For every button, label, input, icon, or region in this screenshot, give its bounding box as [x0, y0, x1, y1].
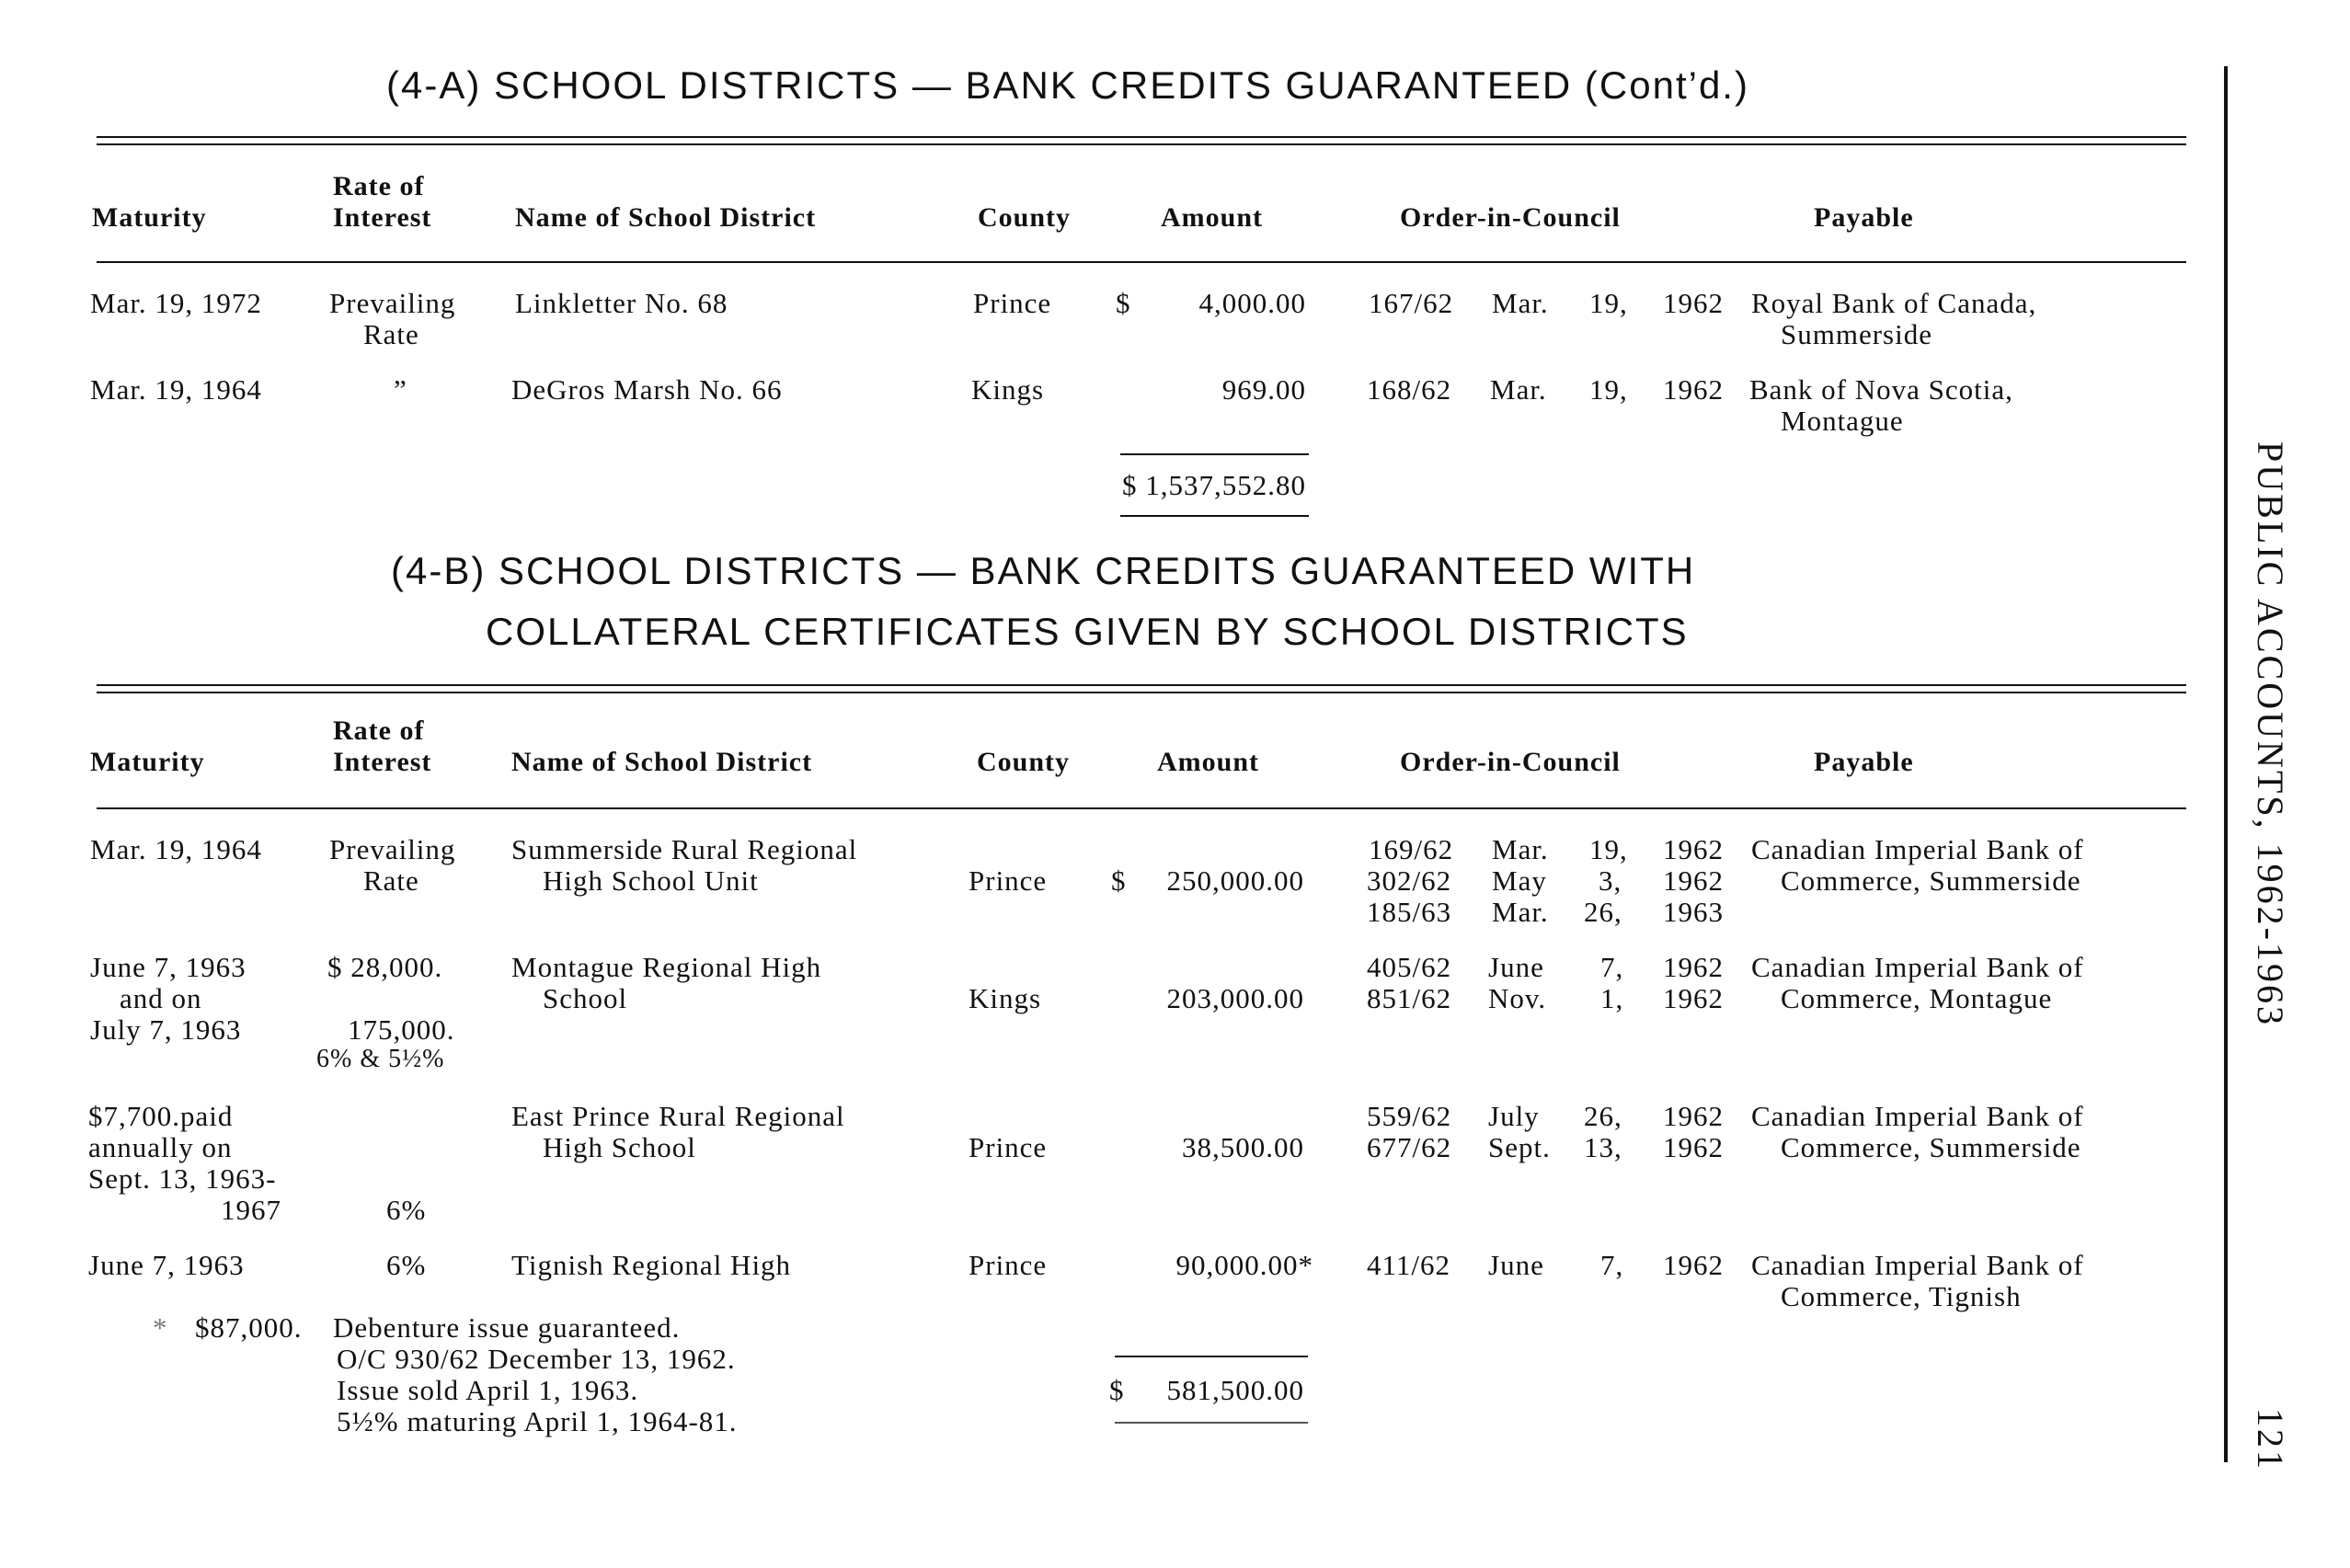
row-county: Prince — [969, 1131, 1048, 1163]
oic-year: 1962 — [1663, 1100, 1724, 1132]
row-county: Prince — [969, 1249, 1048, 1281]
oic-day: 13, — [1584, 1131, 1622, 1163]
section-a-total-rule-top — [1120, 453, 1309, 455]
oic-month: June — [1488, 1249, 1544, 1281]
oic-month: Nov. — [1488, 982, 1547, 1014]
oic-month: May — [1492, 864, 1547, 897]
row-county: Prince — [969, 864, 1048, 897]
section-a-double-rule-bottom — [97, 143, 2186, 145]
row-maturity: June 7, 1963 — [88, 1249, 245, 1281]
footnote-line: 5½% maturing April 1, 1964-81. — [337, 1405, 738, 1437]
header-amount: Amount — [1157, 747, 1260, 777]
row-rate: ” — [394, 373, 407, 406]
footnote-line: Issue sold April 1, 1963. — [337, 1374, 639, 1406]
row-district-name: Summerside Rural Regional — [511, 833, 858, 865]
oic-month: Mar. — [1492, 896, 1549, 928]
row-district-name: Tignish Regional High — [511, 1249, 792, 1281]
row-amount: 203,000.00 — [1166, 982, 1304, 1014]
section-a-total-rule-bottom — [1120, 515, 1309, 517]
header-name: Name of School District — [515, 202, 817, 233]
header-oic: Order-in-Council — [1400, 202, 1621, 233]
row-rate-cont: Rate — [363, 318, 419, 350]
row-amount: 38,500.00 — [1182, 1131, 1304, 1163]
header-maturity: Maturity — [92, 202, 207, 233]
header-name: Name of School District — [511, 747, 813, 777]
oic-number: 302/62 — [1367, 864, 1452, 897]
header-payable: Payable — [1814, 747, 1914, 777]
oic-year: 1962 — [1663, 982, 1724, 1014]
oic-day: 26, — [1584, 1100, 1622, 1132]
oic-day: 7, — [1600, 951, 1624, 983]
section-b-total-rule-bottom — [1115, 1422, 1308, 1424]
publication-title: PUBLIC ACCOUNTS, 1962-1963 — [2250, 441, 2291, 1027]
section-b-title-line2: COLLATERAL CERTIFICATES GIVEN BY SCHOOL DISTRICTS — [486, 610, 1689, 653]
header-oic: Order-in-Council — [1400, 747, 1621, 777]
oic-number: 411/62 — [1367, 1249, 1450, 1281]
oic-month: Mar. — [1492, 833, 1549, 865]
row-maturity-cont: 1967 — [221, 1194, 281, 1226]
header-payable: Payable — [1814, 202, 1914, 233]
footnote-marker: * — [153, 1311, 168, 1344]
row-maturity-cont: July 7, 1963 — [90, 1013, 242, 1046]
row-dollar-sign: $ — [1111, 864, 1127, 897]
header-county: County — [977, 747, 1071, 777]
footnote-line: Debenture issue guaranteed. — [333, 1311, 681, 1344]
header-rate-line1: Rate of — [333, 715, 425, 746]
oic-number: 677/62 — [1367, 1131, 1452, 1163]
running-header — [2244, 441, 2299, 1471]
oic-number: 405/62 — [1367, 951, 1452, 983]
row-payable-cont: Commerce, Summerside — [1781, 1131, 2081, 1163]
oic-day: 26, — [1584, 896, 1622, 928]
row-district-name-cont: High School — [543, 1131, 696, 1163]
row-oic-month: Mar. — [1492, 287, 1549, 319]
row-county: Kings — [971, 373, 1045, 406]
oic-year: 1962 — [1663, 1249, 1724, 1281]
row-rate: 6% — [386, 1194, 427, 1226]
row-amount: 250,000.00 — [1166, 864, 1304, 897]
row-oic-number: 168/62 — [1367, 373, 1452, 406]
row-amount: 90,000.00* — [1175, 1249, 1313, 1281]
row-oic-month: Mar. — [1490, 373, 1547, 406]
row-district-name: Linkletter No. 68 — [515, 287, 728, 319]
oic-month: July — [1488, 1100, 1540, 1132]
row-payable-cont: Commerce, Montague — [1781, 982, 2053, 1014]
row-oic-number: 167/62 — [1369, 287, 1454, 319]
row-district-name: East Prince Rural Regional — [511, 1100, 845, 1132]
row-district-name-cont: School — [543, 982, 628, 1014]
section-a-header-rule — [97, 261, 2186, 263]
row-amount: 4,000.00 — [1198, 287, 1306, 319]
row-payable-cont: Summerside — [1781, 318, 1932, 350]
row-payable: Canadian Imperial Bank of — [1751, 1249, 2084, 1281]
oic-day: 1, — [1600, 982, 1624, 1014]
row-maturity: Mar. 19, 1972 — [90, 287, 262, 319]
row-district-name-cont: High School Unit — [543, 864, 759, 897]
section-b-double-rule-top — [97, 684, 2186, 686]
row-payable-cont: Commerce, Summerside — [1781, 864, 2081, 897]
row-rate: Prevailing — [329, 287, 456, 319]
row-oic-year: 1962 — [1663, 373, 1724, 406]
row-oic-day: 19, — [1589, 373, 1628, 406]
row-payable: Canadian Imperial Bank of — [1751, 951, 2084, 983]
row-maturity: Mar. 19, 1964 — [90, 373, 262, 406]
row-county: Kings — [969, 982, 1042, 1014]
header-maturity: Maturity — [90, 747, 205, 777]
row-district-name: Montague Regional High — [511, 951, 822, 983]
row-amount: 969.00 — [1221, 373, 1306, 406]
footnote-amount: $87,000. — [195, 1311, 303, 1344]
footnote-line: O/C 930/62 December 13, 1962. — [337, 1343, 736, 1375]
row-rate-cont: 175,000. — [348, 1013, 455, 1046]
page-margin-line — [2224, 66, 2228, 1462]
oic-month: Sept. — [1488, 1131, 1551, 1163]
row-rate-cont: 6% & 5½% — [316, 1045, 445, 1073]
oic-year: 1962 — [1663, 833, 1724, 865]
section-b-header-rule — [97, 807, 2186, 809]
section-b-title-line1: (4-B) SCHOOL DISTRICTS — BANK CREDITS GUARANTEED WITH — [391, 549, 1696, 592]
row-maturity-cont: and on — [120, 982, 202, 1014]
row-maturity-cont: Sept. 13, 1963- — [88, 1162, 277, 1195]
oic-day: 19, — [1589, 833, 1628, 865]
row-dollar-sign: $ — [1116, 287, 1131, 319]
oic-day: 3, — [1599, 864, 1622, 897]
row-rate: Prevailing — [329, 833, 456, 865]
section-b-total-rule-top — [1115, 1356, 1308, 1357]
oic-number: 559/62 — [1367, 1100, 1452, 1132]
row-payable: Canadian Imperial Bank of — [1751, 833, 2084, 865]
oic-year: 1962 — [1663, 864, 1724, 897]
row-payable: Canadian Imperial Bank of — [1751, 1100, 2084, 1132]
row-oic-day: 19, — [1589, 287, 1628, 319]
section-b-double-rule-bottom — [97, 692, 2186, 693]
section-b-total-dollar-sign: $ — [1109, 1374, 1125, 1406]
oic-month: June — [1488, 951, 1544, 983]
row-maturity: June 7, 1963 — [90, 951, 246, 983]
row-rate-cont: Rate — [363, 864, 419, 897]
row-rate: 6% — [386, 1249, 427, 1281]
section-a-title: (4-A) SCHOOL DISTRICTS — BANK CREDITS GUARANTEED (Cont’d.) — [386, 63, 1749, 107]
header-county: County — [978, 202, 1072, 233]
row-payable: Royal Bank of Canada, — [1751, 287, 2037, 319]
header-amount: Amount — [1161, 202, 1264, 233]
page-number: 121 — [2250, 1408, 2291, 1471]
oic-number: 851/62 — [1367, 982, 1452, 1014]
oic-number: 169/62 — [1369, 833, 1454, 865]
row-county: Prince — [973, 287, 1052, 319]
row-payable-cont: Commerce, Tignish — [1781, 1280, 2022, 1312]
row-rate: $ 28,000. — [327, 951, 443, 983]
oic-year: 1963 — [1663, 896, 1724, 928]
header-rate-line2: Interest — [333, 747, 432, 777]
row-maturity: $7,700.paid — [88, 1100, 234, 1132]
row-maturity: Mar. 19, 1964 — [90, 833, 262, 865]
row-payable-cont: Montague — [1781, 405, 1904, 437]
oic-year: 1962 — [1663, 1131, 1724, 1163]
row-maturity-cont: annually on — [88, 1131, 233, 1163]
row-district-name: DeGros Marsh No. 66 — [511, 373, 783, 406]
header-rate-line1: Rate of — [333, 171, 425, 201]
oic-day: 7, — [1600, 1249, 1624, 1281]
section-a-double-rule-top — [97, 136, 2186, 138]
header-rate-line2: Interest — [333, 202, 432, 233]
section-b-grand-total: 581,500.00 — [1166, 1374, 1304, 1406]
oic-number: 185/63 — [1367, 896, 1452, 928]
row-payable: Bank of Nova Scotia, — [1749, 373, 2013, 406]
oic-year: 1962 — [1663, 951, 1724, 983]
section-a-grand-total: $ 1,537,552.80 — [1122, 469, 1306, 501]
row-oic-year: 1962 — [1663, 287, 1724, 319]
